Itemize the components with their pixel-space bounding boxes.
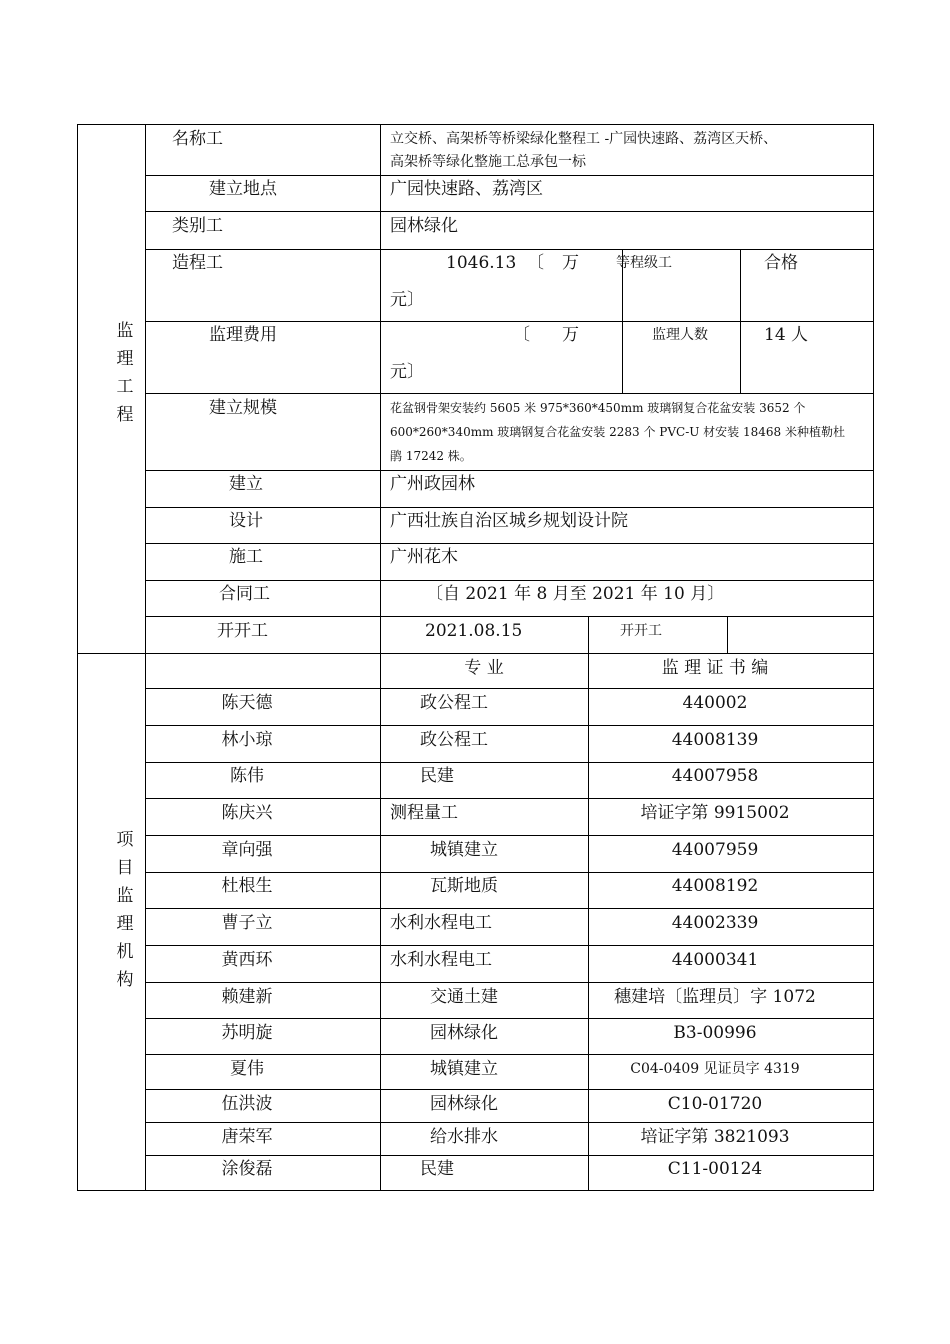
table-border-top — [77, 124, 874, 125]
staff-major: 政公程工 — [420, 730, 488, 750]
staff-name: 陈庆兴 — [221, 803, 273, 823]
row-line — [145, 321, 874, 322]
row-line — [145, 1018, 874, 1019]
col-divider-end-value — [727, 616, 728, 653]
row-line — [145, 872, 874, 873]
staff-cert: 穗建培〔监理员〕字 1072 — [614, 987, 816, 1007]
row-line — [145, 798, 874, 799]
cost-unit-open: 〔 — [527, 253, 544, 273]
builder-label: 建立 — [229, 474, 263, 494]
location-label: 建立地点 — [209, 179, 277, 199]
scale-label: 建立规模 — [209, 398, 277, 418]
project-name-value-line2: 高架桥等绿化整施工总承包一标 — [390, 154, 586, 170]
row-line — [145, 1122, 874, 1123]
cost-label: 造程工 — [172, 253, 223, 273]
section-label-project: 监理工程 — [116, 321, 134, 425]
project-name-value-line1: 立交桥、高架桥等桥梁绿化整程工 -广园快速路、荔湾区天桥、 — [390, 131, 778, 147]
staff-cert: B3-00996 — [673, 1023, 757, 1043]
row-line — [145, 982, 874, 983]
location-value: 广园快速路、荔湾区 — [390, 179, 543, 199]
header-cert: 监 理 证 书 编 — [661, 658, 769, 678]
grade-label: 等程级工 — [616, 255, 672, 271]
design-value: 广西壮族自治区城乡规划设计院 — [390, 511, 628, 531]
row-line — [145, 175, 874, 176]
staff-name: 陈伟 — [230, 766, 264, 786]
scale-line1: 花盆钢骨架安装约 5605 米 975*360*450mm 玻璃钢复合花盆安装 3652 个 — [390, 401, 806, 415]
table-border-bottom — [77, 1190, 874, 1191]
staff-name: 黄西环 — [221, 950, 273, 970]
staff-name: 涂俊磊 — [221, 1159, 273, 1179]
staff-major: 城镇建立 — [430, 840, 498, 860]
table-border-left — [77, 124, 78, 1191]
staff-cert: 44000341 — [671, 950, 759, 970]
staff-cert: C10-01720 — [667, 1094, 763, 1114]
end-label: 开开工 — [620, 623, 662, 639]
design-label: 设计 — [229, 511, 263, 531]
staff-count-value: 14 人 — [764, 325, 809, 345]
fee-unit-wan: 万 — [562, 325, 579, 345]
row-line — [145, 249, 874, 250]
row-line — [145, 543, 874, 544]
staff-name: 唐荣军 — [221, 1127, 273, 1147]
staff-name: 夏伟 — [230, 1059, 264, 1079]
staff-major: 交通土建 — [430, 987, 498, 1007]
staff-major: 民建 — [420, 766, 454, 786]
construct-label: 施工 — [229, 547, 263, 567]
contract-label: 合同工 — [219, 584, 270, 604]
header-major: 专 业 — [464, 658, 504, 678]
table-border-right — [873, 124, 874, 1191]
staff-name: 陈天德 — [221, 693, 273, 713]
staff-name: 伍洪波 — [221, 1094, 273, 1114]
construct-value: 广州花木 — [390, 547, 458, 567]
scale-line2: 600*260*340mm 玻璃钢复合花盆安装 2283 个 PVC-U 材安装 18468 米种植勒杜 — [390, 425, 845, 439]
staff-name: 杜根生 — [221, 876, 273, 896]
staff-name: 曹子立 — [221, 913, 273, 933]
project-name-label: 名称工 — [172, 129, 223, 149]
staff-major: 水利水程电工 — [390, 950, 492, 970]
staff-major: 给水排水 — [430, 1127, 498, 1147]
staff-major: 水利水程电工 — [390, 913, 492, 933]
start-label: 开开工 — [217, 621, 268, 641]
row-line — [145, 1155, 874, 1156]
staff-cert: 440002 — [682, 693, 748, 713]
fee-unit-yuan: 元〕 — [390, 362, 424, 382]
row-line — [145, 507, 874, 508]
staff-name: 赖建新 — [221, 987, 273, 1007]
staff-cert: 培证字第 9915002 — [640, 803, 790, 823]
row-line — [145, 1089, 874, 1090]
staff-major: 城镇建立 — [430, 1059, 498, 1079]
row-line — [145, 835, 874, 836]
row-line — [145, 945, 874, 946]
cost-amount: 1046.13 — [446, 253, 517, 273]
row-line — [145, 211, 874, 212]
row-line — [145, 470, 874, 471]
builder-value: 广州政园林 — [390, 474, 475, 494]
type-value: 园林绿化 — [390, 216, 458, 236]
cost-unit-wan: 万 — [562, 253, 579, 273]
staff-name: 苏明旋 — [221, 1023, 273, 1043]
staff-cert: C11-00124 — [667, 1159, 763, 1179]
staff-major: 民建 — [420, 1159, 454, 1179]
scale-line3: 鹃 17242 株。 — [390, 449, 472, 463]
staff-count-label: 监理人数 — [652, 327, 708, 343]
staff-major: 政公程工 — [420, 693, 488, 713]
fee-unit-open: 〔 — [513, 325, 530, 345]
staff-cert: 44002339 — [671, 913, 759, 933]
row-line — [145, 762, 874, 763]
section-divider — [77, 653, 874, 654]
staff-cert: 培证字第 3821093 — [640, 1127, 790, 1147]
section-label-team: 项目监理机构 — [116, 830, 134, 990]
staff-cert: 44007958 — [671, 766, 759, 786]
staff-cert: 44007959 — [671, 840, 759, 860]
staff-name: 章向强 — [221, 840, 273, 860]
row-line — [145, 1054, 874, 1055]
start-value: 2021.08.15 — [425, 621, 523, 641]
row-line — [145, 688, 874, 689]
staff-cert: 44008192 — [671, 876, 759, 896]
staff-cert: C04-0409 见证员字 4319 — [630, 1061, 800, 1077]
cost-unit-yuan: 元〕 — [390, 290, 424, 310]
grade-value: 合格 — [764, 253, 798, 273]
type-label: 类别工 — [172, 216, 223, 236]
staff-major: 测程量工 — [390, 803, 458, 823]
staff-name: 林小琼 — [221, 730, 273, 750]
row-line — [145, 908, 874, 909]
fee-label: 监理费用 — [209, 325, 277, 345]
staff-major: 园林绿化 — [430, 1094, 498, 1114]
staff-major: 园林绿化 — [430, 1023, 498, 1043]
row-line — [145, 616, 874, 617]
row-line — [145, 725, 874, 726]
staff-major: 瓦斯地质 — [430, 876, 498, 896]
row-line — [145, 580, 874, 581]
staff-cert: 44008139 — [671, 730, 759, 750]
contract-value: 〔自 2021 年 8 月至 2021 年 10 月〕 — [426, 584, 725, 604]
